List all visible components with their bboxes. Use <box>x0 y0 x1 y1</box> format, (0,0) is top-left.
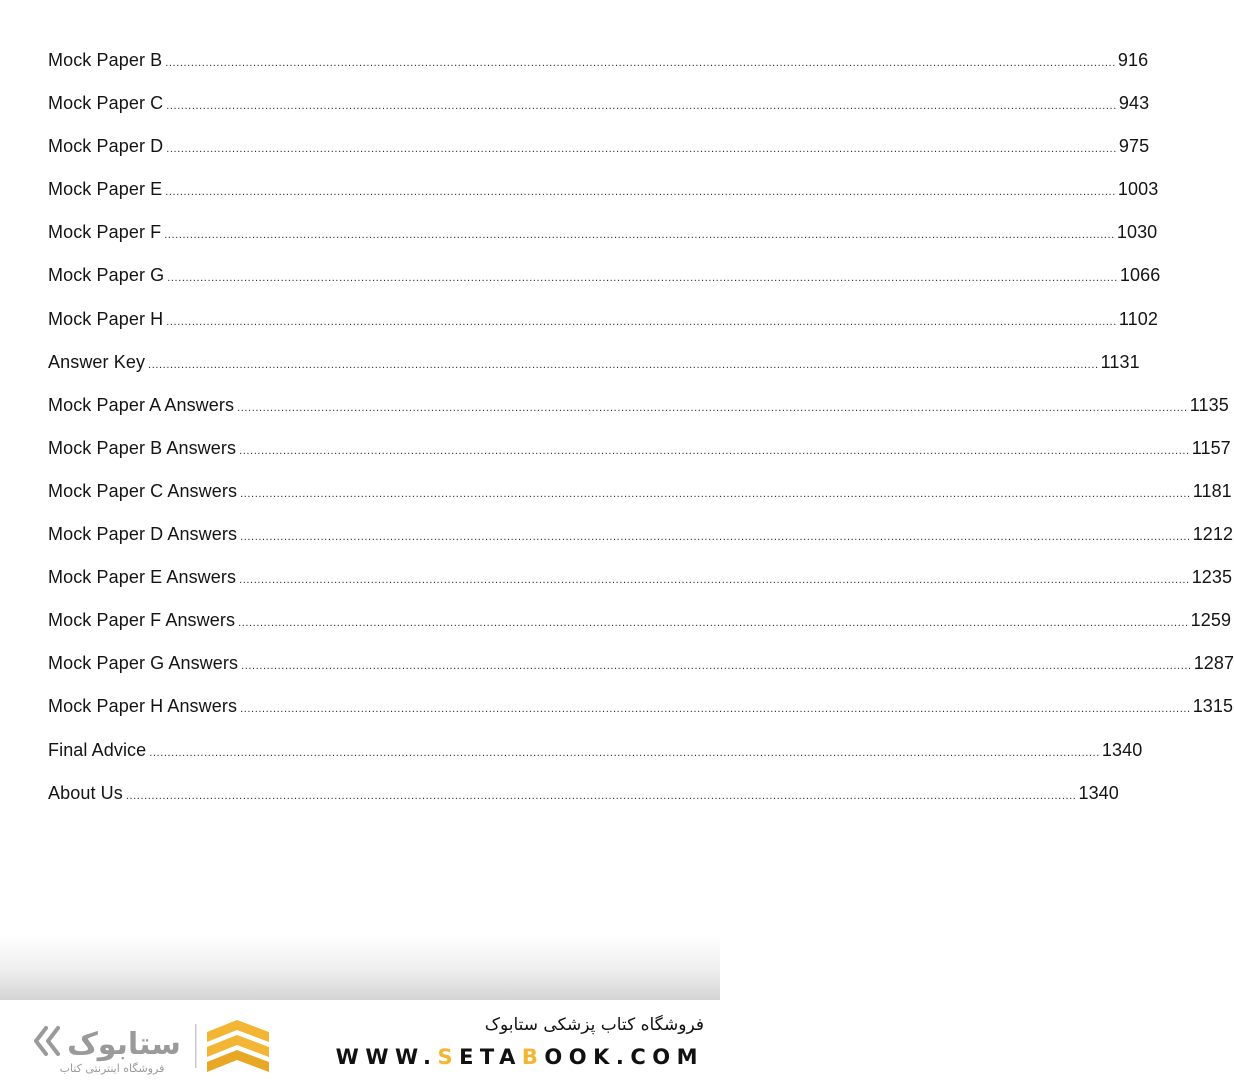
toc-entry[interactable] <box>48 304 1158 347</box>
toc-entry-title: Mock Paper E Answers <box>48 567 237 588</box>
toc-entry-page-number: 943 <box>1118 93 1150 114</box>
toc-entry[interactable] <box>48 476 1232 519</box>
toc-entry-page-number: 1235 <box>1191 567 1233 588</box>
toc-entry-title: Mock Paper G <box>48 265 165 286</box>
toc-entry-title: Mock Paper D Answers <box>48 524 238 545</box>
toc-entry-title: Mock Paper F <box>48 222 162 243</box>
toc-entry[interactable] <box>48 691 1234 734</box>
toc-entry[interactable] <box>48 174 1159 217</box>
toc-dot-leader: .................................................................................................................................................................................................................................................................... <box>164 229 1115 242</box>
store-url[interactable]: WWW.SETABOOK.COM <box>335 1045 704 1069</box>
toc-dot-leader: .................................................................................................................................................................................................................................................................... <box>148 358 1099 371</box>
toc-dot-leader: .................................................................................................................................................................................................................................................................... <box>238 617 1189 630</box>
toc-entry-page-number: 1340 <box>1078 782 1119 803</box>
toc-entry[interactable] <box>48 217 1158 260</box>
toc-entry[interactable] <box>48 735 1143 778</box>
logo-tagline: فروشگاه اینترنتی کتاب <box>59 1062 165 1075</box>
toc-dot-leader: .................................................................................................................................................................................................................................................................... <box>240 531 1191 544</box>
toc-dot-leader: .................................................................................................................................................................................................................................................................... <box>149 746 1100 759</box>
toc-entry[interactable] <box>48 45 1149 88</box>
toc-dot-leader: .................................................................................................................................................................................................................................................................... <box>166 100 1117 113</box>
table-of-contents <box>48 45 1234 821</box>
toc-entry[interactable] <box>48 605 1232 648</box>
toc-entry[interactable] <box>48 88 1150 131</box>
toc-entry[interactable] <box>48 778 1119 821</box>
toc-entry-title: Mock Paper C <box>48 93 164 114</box>
toc-entry-page-number: 975 <box>1118 136 1150 157</box>
toc-entry-page-number: 1131 <box>1100 351 1140 372</box>
toc-entry-page-number: 1181 <box>1192 480 1232 501</box>
toc-entry-page-number: 1340 <box>1101 739 1143 760</box>
logo-wordmark: ستابوک <box>67 1027 181 1062</box>
toc-entry[interactable] <box>48 519 1234 562</box>
toc-entry[interactable] <box>48 648 1234 691</box>
toc-entry-title: Mock Paper B <box>48 50 163 70</box>
toc-dot-leader: .................................................................................................................................................................................................................................................................... <box>166 315 1117 328</box>
toc-entry-page-number: 1102 <box>1118 308 1158 329</box>
toc-entry[interactable] <box>48 390 1229 433</box>
toc-entry-page-number: 1259 <box>1190 610 1232 631</box>
toc-entry[interactable] <box>48 347 1140 390</box>
toc-dot-leader: .................................................................................................................................................................................................................................................................... <box>167 272 1118 285</box>
toc-entry-page-number: 1287 <box>1193 653 1234 674</box>
toc-dot-leader: .................................................................................................................................................................................................................................................................... <box>241 660 1192 673</box>
toc-dot-leader: .................................................................................................................................................................................................................................................................... <box>165 186 1116 199</box>
toc-entry-page-number: 1157 <box>1191 437 1231 458</box>
toc-entry-page-number: 1315 <box>1192 696 1234 717</box>
toc-entry-title: About Us <box>48 782 123 803</box>
footer-text <box>336 1012 704 1070</box>
toc-entry-title: Mock Paper A Answers <box>48 394 235 415</box>
toc-entry-title: Mock Paper H <box>48 308 164 329</box>
toc-entry[interactable] <box>48 260 1161 303</box>
toc-entry-page-number: 1066 <box>1119 265 1161 286</box>
logo-divider <box>195 1024 197 1068</box>
logo-chevron-icon <box>36 1028 46 1054</box>
toc-entry-title: Mock Paper B Answers <box>48 437 237 458</box>
toc-entry-page-number: 916 <box>1117 50 1149 70</box>
toc-dot-leader: .................................................................................................................................................................................................................................................................... <box>239 574 1190 587</box>
toc-dot-leader: .................................................................................................................................................................................................................................................................... <box>166 143 1117 156</box>
toc-dot-leader: .................................................................................................................................................................................................................................................................... <box>239 444 1190 457</box>
toc-entry-title: Mock Paper D <box>48 136 164 157</box>
toc-entry[interactable] <box>48 562 1233 605</box>
toc-entry-title: Mock Paper C Answers <box>48 480 238 501</box>
page-bottom-shadow <box>0 935 720 1000</box>
toc-entry-page-number: 1030 <box>1116 222 1158 243</box>
toc-entry-title: Final Advice <box>48 739 147 760</box>
store-name: فروشگاه کتاب پزشکی ستابوک <box>484 1015 704 1035</box>
toc-entry[interactable] <box>48 433 1231 476</box>
toc-dot-leader: .................................................................................................................................................................................................................................................................... <box>237 401 1188 414</box>
toc-dot-leader: .................................................................................................................................................................................................................................................................... <box>240 703 1191 716</box>
toc-entry[interactable] <box>48 131 1150 174</box>
toc-dot-leader: .................................................................................................................................................................................................................................................................... <box>165 57 1116 69</box>
toc-entry-title: Mock Paper G Answers <box>48 653 239 674</box>
footer-banner <box>0 1000 720 1080</box>
toc-dot-leader: .................................................................................................................................................................................................................................................................... <box>240 487 1191 500</box>
toc-entry-title: Answer Key <box>48 351 146 372</box>
logo-chevron-icon <box>48 1028 58 1054</box>
toc-entry-title: Mock Paper F Answers <box>48 610 236 631</box>
toc-entry-page-number: 1212 <box>1192 524 1234 545</box>
toc-entry-page-number: 1003 <box>1117 179 1159 200</box>
toc-dot-leader: .................................................................................................................................................................................................................................................................... <box>125 789 1077 802</box>
toc-entry-page-number: 1135 <box>1189 394 1229 415</box>
toc-entry-title: Mock Paper H Answers <box>48 696 238 717</box>
toc-entry-title: Mock Paper E <box>48 179 163 200</box>
setabook-logo <box>32 1016 292 1076</box>
